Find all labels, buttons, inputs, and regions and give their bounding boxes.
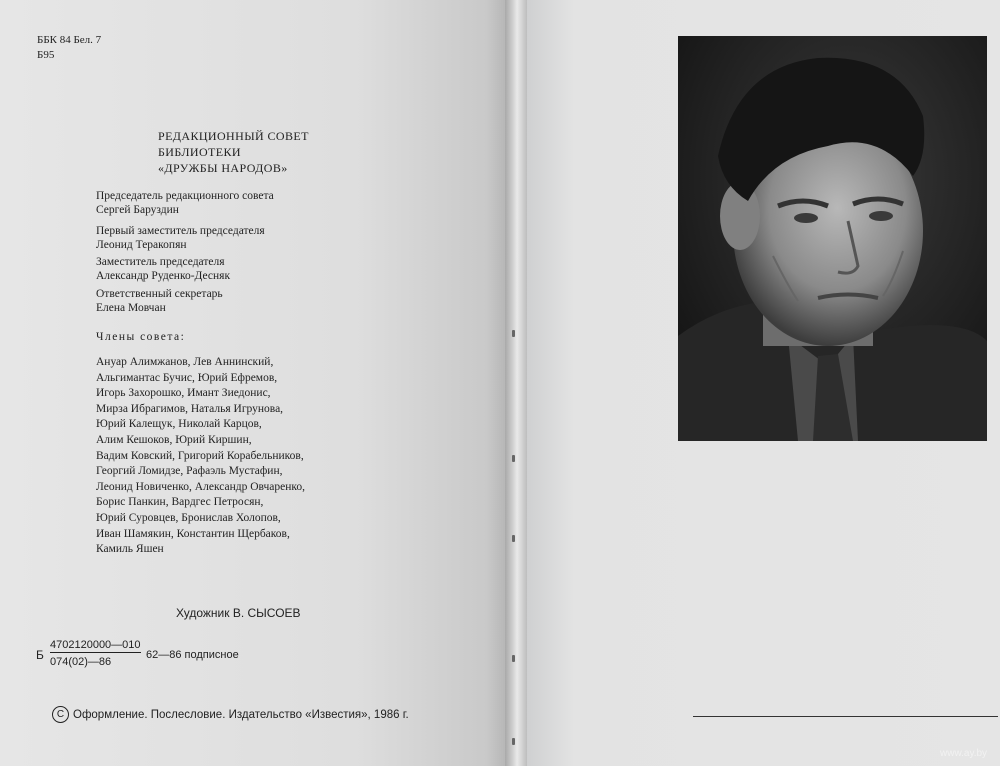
binding-stitch (512, 738, 515, 745)
copyright-line (52, 706, 409, 723)
member-line: Иван Шамякин, Константин Щербаков, (96, 527, 290, 540)
member-line: Борис Панкин, Вардгес Петросян, (96, 496, 264, 509)
role-title: Ответственный секретарь (96, 288, 223, 300)
member-line: Игорь Захорошко, Имант Зиедонис, (96, 387, 271, 400)
member-line: Ануар Алимжанов, Лев Аннинский, (96, 356, 274, 368)
signature-rule (693, 716, 998, 717)
binding-stitch (512, 655, 515, 662)
binding-stitch (512, 455, 515, 462)
role-name: Леонид Теракопян (96, 239, 187, 251)
catalog-code-letter: Б (36, 648, 44, 662)
member-line: Георгий Ломидзе, Рафаэль Мустафин, (96, 465, 283, 478)
council-title-line: БИБЛИОТЕКИ (158, 145, 241, 159)
role-name: Елена Мовчан (96, 302, 166, 314)
members-list (96, 355, 305, 558)
council-title (158, 128, 309, 176)
catalog-code-suffix: 62—86 подписное (146, 649, 239, 661)
council-title-line: «ДРУЖБЫ НАРОДОВ» (158, 161, 288, 175)
member-line: Мирза Ибрагимов, Наталья Игрунова, (96, 402, 284, 415)
member-line: Камиль Яшен (96, 543, 164, 556)
copyright-icon: C (52, 706, 69, 723)
watermark: www.ay.by (940, 748, 988, 759)
role-name: Сергей Баруздин (96, 204, 179, 216)
book-gutter (505, 0, 527, 766)
role-title: Заместитель председателя (96, 256, 225, 268)
member-line: Альгимантас Бучис, Юрий Ефремов, (96, 371, 278, 384)
council-title-line: РЕДАКЦИОННЫЙ СОВЕТ (158, 129, 309, 143)
copyright-text: Оформление. Послесловие. Издательство «Известия», 1986 г. (73, 708, 409, 721)
portrait-illustration (678, 36, 987, 441)
role-chairman (96, 189, 274, 217)
bbk-code: ББК 84 Бел. 7 (37, 34, 102, 46)
role-title: Председатель редакционного совета (96, 190, 274, 202)
author-code: Б95 (37, 49, 55, 61)
member-line: Леонид Новиченко, Александр Овчаренко, (96, 480, 306, 493)
binding-stitch (512, 330, 515, 337)
role-secretary (96, 287, 223, 315)
catalog-code-numerator: 4702120000—010 (50, 639, 141, 651)
artist-credit: Художник В. СЫСОЕВ (176, 606, 301, 620)
member-line: Вадим Ковский, Григорий Корабельников, (96, 449, 304, 462)
member-line: Юрий Калещук, Николай Карцов, (96, 418, 262, 431)
author-portrait (678, 36, 987, 441)
binding-stitch (512, 535, 515, 542)
member-line: Алим Кешоков, Юрий Киршин, (96, 433, 252, 446)
bbk-code-block (37, 33, 101, 63)
members-heading: Члены совета: (96, 331, 186, 343)
role-first-deputy (96, 224, 265, 252)
member-line: Юрий Суровцев, Бронислав Холопов, (96, 511, 281, 524)
role-title: Первый заместитель председателя (96, 225, 265, 237)
catalog-code-denominator: 074(02)—86 (50, 656, 112, 668)
role-name: Александр Руденко-Десняк (96, 270, 231, 282)
role-deputy (96, 255, 230, 283)
